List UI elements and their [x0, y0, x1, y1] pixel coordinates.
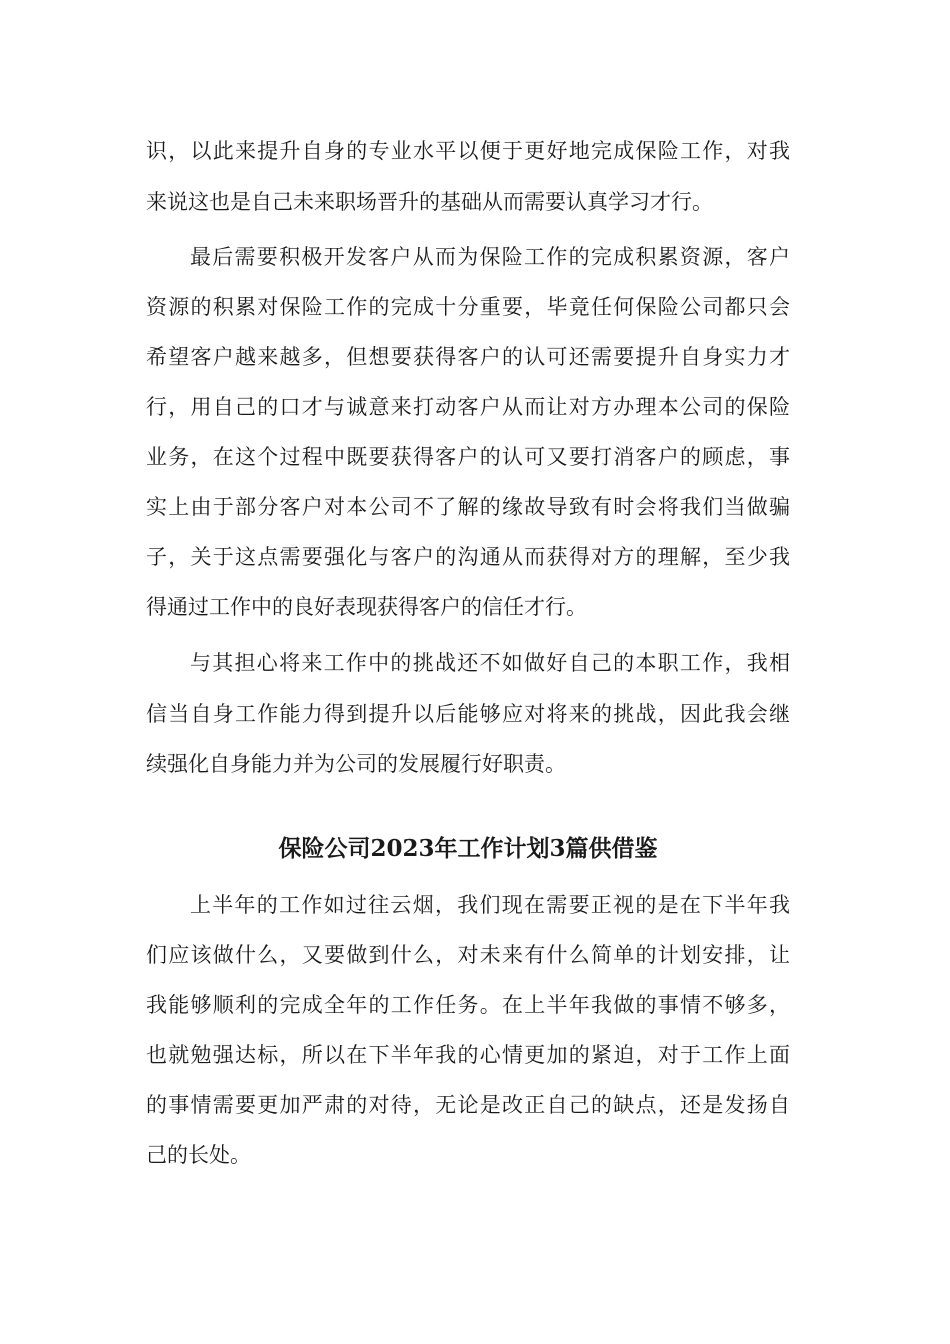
paragraph-line: 与其担心将来工作中的挑战还不如做好自己的本职工作，我相: [190, 651, 790, 675]
paragraph-line: 们应该做什么，又要做到什么，对未来有什么简单的计划安排，让: [146, 943, 790, 967]
paragraph-line: 来说这也是自己未来职场晋升的基础从而需要认真学习才行。: [146, 190, 713, 214]
paragraph-line: 行，用自己的口才与诚意来打动客户从而让对方办理本公司的保险: [146, 395, 790, 419]
paragraph-line: 得通过工作中的良好表现获得客户的信任才行。: [146, 595, 587, 619]
paragraph-line: 最后需要积极开发客户从而为保险工作的完成积累资源，客户: [190, 245, 790, 269]
paragraph-line: 信当自身工作能力得到提升以后能够应对将来的挑战，因此我会继: [146, 702, 790, 726]
paragraph-line: 己的长处。: [146, 1143, 251, 1167]
paragraph-line: 子，关于这点需要强化与客户的沟通从而获得对方的理解，至少我: [146, 545, 790, 569]
paragraph-line: 我能够顺利的完成全年的工作任务。在上半年我做的事情不够多，: [146, 993, 790, 1017]
paragraph-line: 也就勉强达标，所以在下半年我的心情更加的紧迫，对于工作上面: [146, 1043, 790, 1067]
paragraph-line: 业务，在这个过程中既要获得客户的认可又要打消客户的顾虑，事: [146, 445, 790, 469]
paragraph-line: 希望客户越来越多，但想要获得客户的认可还需要提升自身实力才: [146, 345, 790, 369]
section-title: 保险公司2023年工作计划3篇供借鉴: [278, 835, 658, 862]
paragraph-line: 续强化自身能力并为公司的发展履行好职责。: [146, 752, 566, 776]
paragraph-line: 识，以此来提升自身的专业水平以便于更好地完成保险工作，对我: [146, 139, 790, 163]
paragraph-line: 实上由于部分客户对本公司不了解的缘故导致有时会将我们当做骗: [146, 495, 790, 519]
paragraph-line: 资源的积累对保险工作的完成十分重要，毕竟任何保险公司都只会: [146, 295, 790, 319]
paragraph-line: 的事情需要更加严肃的对待，无论是改正自己的缺点，还是发扬自: [146, 1093, 790, 1117]
paragraph-line: 上半年的工作如过往云烟，我们现在需要正视的是在下半年我: [190, 893, 790, 917]
